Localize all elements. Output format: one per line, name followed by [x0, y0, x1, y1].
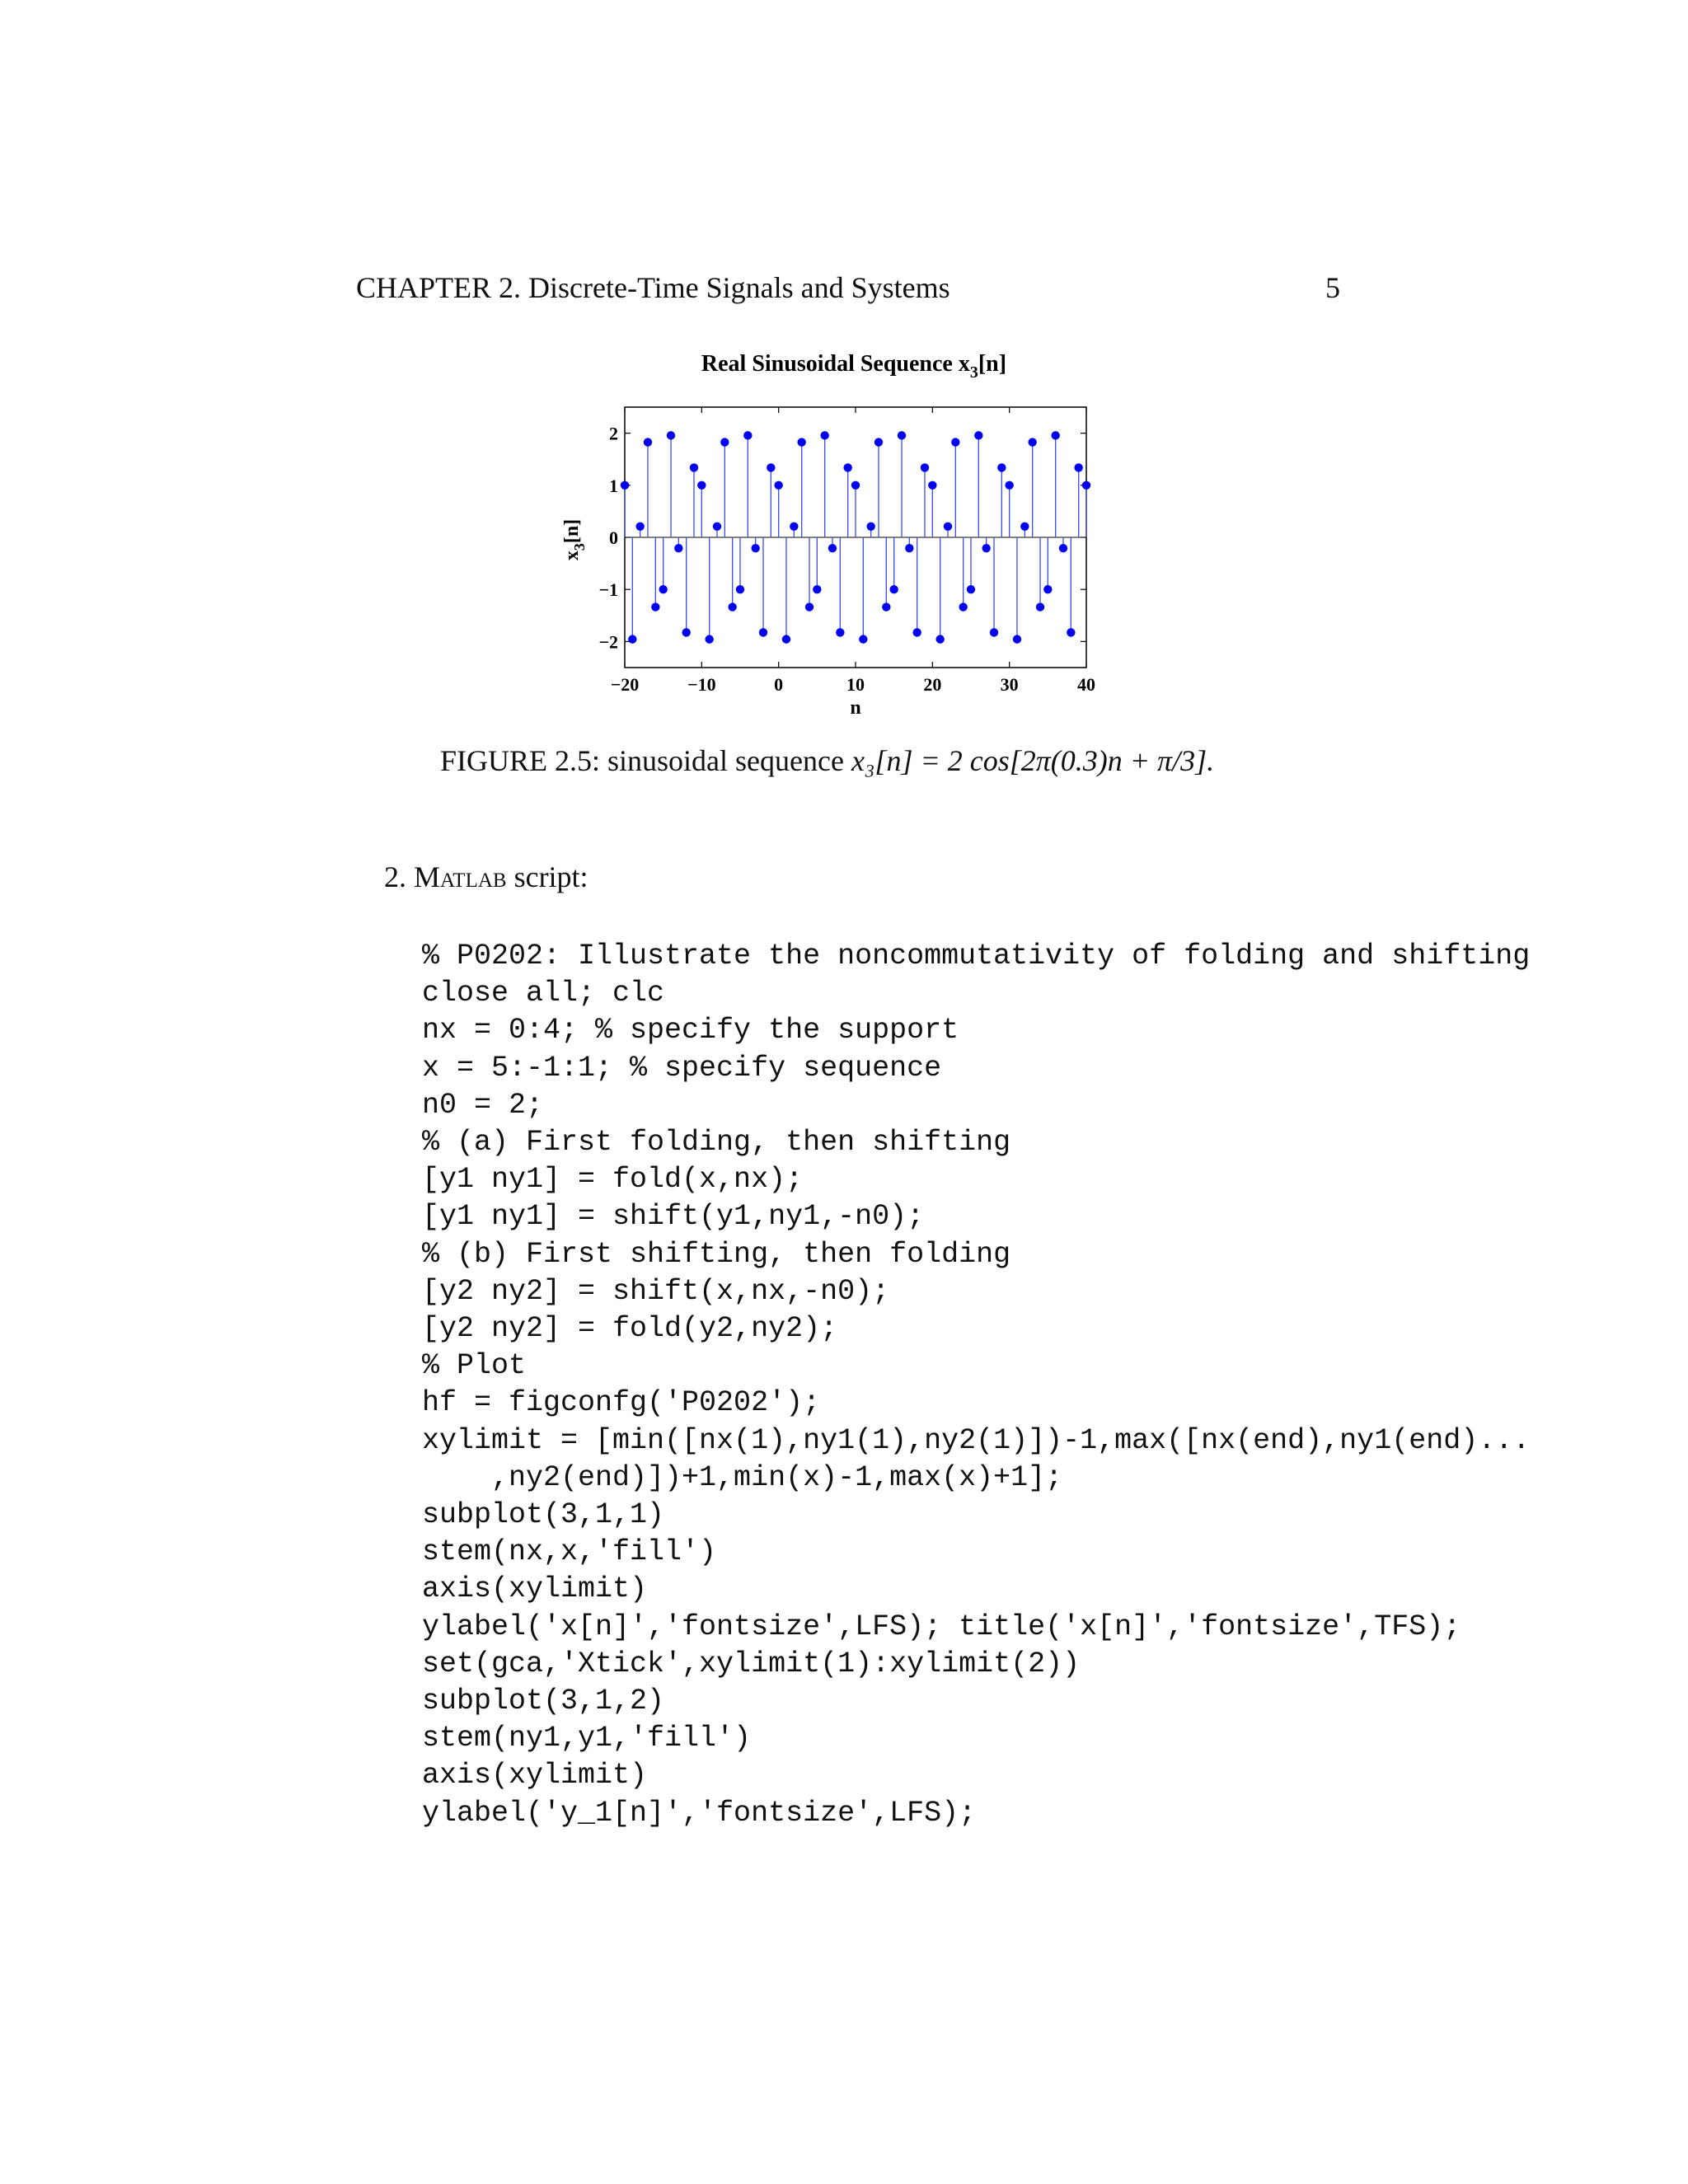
stem-marker [898, 431, 906, 439]
x-tick-label: 10 [846, 674, 865, 695]
stem-marker [889, 585, 898, 593]
stem-marker [990, 628, 998, 636]
stem-marker [790, 523, 798, 531]
y-tick-label: −2 [598, 631, 618, 653]
stem-marker [774, 481, 782, 490]
stem-marker [1051, 431, 1059, 439]
stem-marker [851, 481, 860, 490]
stem-marker [659, 585, 667, 593]
stem-marker [651, 602, 659, 611]
stem-marker [682, 628, 690, 636]
stem-marker [797, 438, 805, 446]
x-tick-label: 40 [1077, 674, 1095, 695]
item-number: 2. [384, 860, 406, 893]
stem-marker [921, 463, 929, 471]
stem-marker [1067, 628, 1075, 636]
stem-marker [843, 463, 851, 471]
stem-marker [751, 544, 759, 552]
stem-marker [1043, 585, 1052, 593]
stem-marker [967, 585, 975, 593]
stem-marker [697, 481, 706, 490]
stem-marker [674, 544, 682, 552]
stem-marker [997, 463, 1006, 471]
stem-marker [951, 438, 959, 446]
stem-marker [912, 628, 921, 636]
stem-marker [743, 431, 752, 439]
stem-marker [1074, 463, 1082, 471]
stem-marker [1013, 635, 1021, 643]
y-tick-label: 2 [609, 423, 618, 444]
y-tick-label: 1 [609, 475, 618, 496]
x-tick-label: −20 [610, 674, 640, 695]
stem-marker [874, 438, 883, 446]
stem-marker [959, 602, 967, 611]
item-title-rest: script: [506, 860, 588, 893]
figure-caption [440, 743, 1214, 778]
stem-marker [1020, 523, 1029, 531]
running-header: CHAPTER 2. Discrete-Time Signals and Systems [356, 271, 950, 304]
stem-marker [1005, 481, 1013, 490]
stem-chart [528, 346, 1121, 725]
stem-marker [1028, 438, 1036, 446]
x-tick-label: 20 [923, 674, 942, 695]
stem-marker [690, 463, 698, 471]
x-axis-label: n [850, 697, 861, 719]
stem-marker [767, 463, 775, 471]
stem-marker [759, 628, 767, 636]
stem-marker [667, 431, 675, 439]
stem-marker [836, 628, 844, 636]
stem-marker [1082, 481, 1090, 490]
matlab-code-block: % P0202: Illustrate the noncommutativity of folding and shifting close all; clc nx = 0:4; % specify the support x = 5:-1:1; % specify sequence n0 = 2; % (a) First folding, then shifting [y1 ny1] = fold(x,nx); [y1 ny1] = shift(y1,ny1,-n0); % (b) First shifting, then folding [y2 ny2] = shift(x,nx,-n0); [y2 ny2] = fold(y2,ny2); % Plot hf = figconfg('P0202'); xylimit = [min([nx(1),ny1(1),ny2(1)])-1,max([nx(end),ny1(end)... ,ny2(end)])+1,min(x)-1,max(x)+1]; subplot(3,1,1) stem(nx,x,'fill') axis(xylimit) ylabel('x[n]','fontsize',LFS); title('x[n]','fontsize',TFS); set(gca,'Xtick',xylimit(1):xylimit(2)) subplot(3,1,2) stem(ny1,y1,'fill') axis(xylimit) ylabel('y_1[n]','fontsize',LFS); [422, 940, 1531, 1830]
x-tick-label: 0 [774, 674, 784, 695]
stem-marker [974, 431, 982, 439]
stem-marker [828, 544, 837, 552]
stem-marker [628, 635, 636, 643]
stem-marker [644, 438, 652, 446]
stem-marker [736, 585, 744, 593]
stem-marker [813, 585, 821, 593]
y-tick-label: 0 [609, 527, 618, 548]
chart-title: Real Sinusoidal Sequence $x_3[n]$ [701, 351, 1007, 382]
stem-marker [928, 481, 936, 490]
stem-marker [720, 438, 729, 446]
x-tick-label: 30 [1000, 674, 1019, 695]
y-axis-label: $x_3[n]$ [561, 518, 588, 561]
stem-marker [882, 602, 890, 611]
stem-marker [905, 544, 913, 552]
x-tick-label: −10 [687, 674, 716, 695]
stem-marker [621, 481, 629, 490]
stem-marker [782, 635, 790, 643]
stem-marker [1036, 602, 1044, 611]
item-title-matlab: Matlab [414, 860, 507, 893]
stem-marker [705, 635, 713, 643]
stem-marker [935, 635, 944, 643]
stem-marker [866, 523, 874, 531]
caption-equation: x₃[n] = 2 cos[2π(0.3)n + π/3]. [851, 744, 1215, 777]
stem-marker [820, 431, 828, 439]
stem-marker [728, 602, 736, 611]
y-tick-label: −1 [598, 579, 618, 601]
stem-marker [1059, 544, 1067, 552]
stem-marker [805, 602, 814, 611]
caption-label: FIGURE 2.5: sinusoidal sequence [440, 744, 851, 777]
stem-marker [713, 523, 721, 531]
list-item-heading [384, 860, 588, 894]
page-number: 5 [1325, 271, 1340, 304]
stem-marker [982, 544, 990, 552]
stem-marker [635, 523, 644, 531]
stem-marker [859, 635, 867, 643]
stem-marker [944, 523, 952, 531]
